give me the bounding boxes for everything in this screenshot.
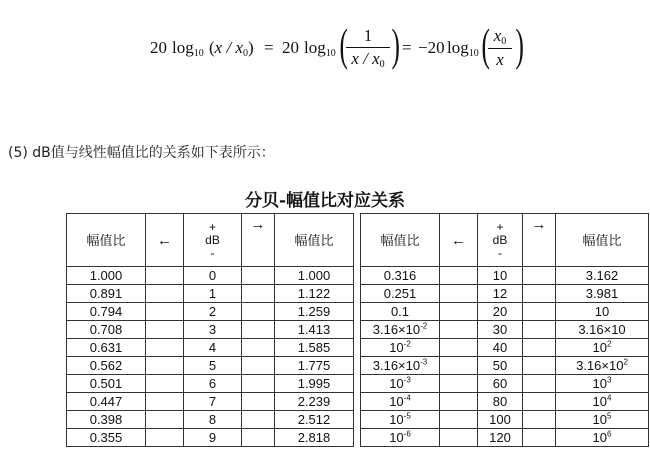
table-row — [67, 267, 649, 285]
table-separator — [354, 285, 361, 303]
formula-rhs-log: $\log_{10}$ — [447, 38, 479, 59]
amp-ratio-neg-cell: $10^{-3}$ — [361, 375, 440, 393]
db-value-cell: 1 — [184, 285, 242, 303]
amp-ratio-neg-cell: 0.891 — [67, 285, 146, 303]
db-value-cell: 4 — [184, 339, 242, 357]
db-value-cell: 40 — [478, 339, 523, 357]
table-row — [67, 393, 649, 411]
table-row — [67, 339, 649, 357]
amp-ratio-neg-cell: 0.501 — [67, 375, 146, 393]
amp-ratio-neg-cell: 0.447 — [67, 393, 146, 411]
arrow-spacer-cell — [523, 393, 556, 411]
table-separator — [354, 267, 361, 285]
arrow-spacer-cell — [146, 375, 184, 393]
arrow-spacer-cell — [146, 321, 184, 339]
right-arrow-icon: → — [242, 214, 275, 267]
arrow-spacer-cell — [523, 267, 556, 285]
arrow-spacer-cell — [440, 357, 478, 375]
arrow-spacer-cell — [440, 393, 478, 411]
arrow-spacer-cell — [523, 339, 556, 357]
db-value-cell: 3 — [184, 321, 242, 339]
arrow-spacer-cell — [242, 393, 275, 411]
header-db-left: + dB - — [184, 214, 242, 267]
table-separator — [354, 339, 361, 357]
table-header-row — [67, 214, 649, 267]
db-value-cell: 10 — [478, 267, 523, 285]
amp-ratio-neg-cell: $3.16\times 10^{-2}$ — [361, 321, 440, 339]
amp-ratio-neg-cell: $10^{-6}$ — [361, 429, 440, 447]
amp-ratio-pos-cell: $10^5$ — [556, 411, 649, 429]
amp-ratio-pos-cell: $10^4$ — [556, 393, 649, 411]
amp-ratio-pos-cell: $3.16\times 10^2$ — [556, 357, 649, 375]
amp-ratio-pos-cell: 3.162 — [556, 267, 649, 285]
formula-rhs-fraction: $\frac{x_0}{x}$ — [488, 26, 512, 70]
table-separator — [354, 214, 361, 267]
table-row — [67, 375, 649, 393]
header-amp-ratio-neg-left: 幅值比 — [67, 214, 146, 267]
formula-eq2: = — [402, 38, 412, 57]
amp-ratio-pos-cell: 1.775 — [275, 357, 354, 375]
table-row — [67, 303, 649, 321]
arrow-spacer-cell — [242, 321, 275, 339]
table-separator — [354, 393, 361, 411]
arrow-spacer-cell — [146, 267, 184, 285]
table-separator — [354, 321, 361, 339]
arrow-spacer-cell — [242, 411, 275, 429]
right-arrow-icon: → — [523, 214, 556, 267]
db-value-cell: 80 — [478, 393, 523, 411]
amp-ratio-pos-cell: 1.413 — [275, 321, 354, 339]
arrow-spacer-cell — [146, 393, 184, 411]
arrow-spacer-cell — [146, 357, 184, 375]
db-value-cell: 8 — [184, 411, 242, 429]
db-value-cell: 9 — [184, 429, 242, 447]
db-value-cell: 2 — [184, 303, 242, 321]
amp-ratio-neg-cell: 0.316 — [361, 267, 440, 285]
db-value-cell: 6 — [184, 375, 242, 393]
arrow-spacer-cell — [440, 375, 478, 393]
arrow-spacer-cell — [523, 357, 556, 375]
left-arrow-icon: ← — [146, 214, 184, 267]
db-value-cell: 0 — [184, 267, 242, 285]
arrow-spacer-cell — [242, 375, 275, 393]
db-value-cell: 12 — [478, 285, 523, 303]
arrow-spacer-cell — [440, 303, 478, 321]
formula-mid-rparen: ) — [391, 19, 400, 70]
arrow-spacer-cell — [440, 267, 478, 285]
formula-mid-fraction: $\frac{1}{x / x_0}$ — [346, 26, 390, 70]
table-separator — [354, 429, 361, 447]
formula-eq1: = — [264, 38, 274, 57]
arrow-spacer-cell — [242, 429, 275, 447]
amp-ratio-pos-cell: 2.818 — [275, 429, 354, 447]
table-separator — [354, 357, 361, 375]
arrow-spacer-cell — [242, 303, 275, 321]
amp-ratio-neg-cell: $10^{-2}$ — [361, 339, 440, 357]
arrow-spacer-cell — [242, 339, 275, 357]
formula-lhs-coef: 20 — [150, 38, 167, 57]
amp-ratio-neg-cell: 0.794 — [67, 303, 146, 321]
amp-ratio-neg-cell: 1.000 — [67, 267, 146, 285]
table-caption: 分贝-幅值比对应关系 — [244, 191, 406, 211]
arrow-spacer-cell — [146, 339, 184, 357]
table-separator — [354, 411, 361, 429]
table-row — [67, 357, 649, 375]
watermark — [402, 412, 634, 442]
amp-ratio-pos-cell: 1.000 — [275, 267, 354, 285]
amp-ratio-neg-cell: $10^{-4}$ — [361, 393, 440, 411]
amp-ratio-pos-cell: 1.122 — [275, 285, 354, 303]
formula-rhs-lparen: ( — [481, 19, 490, 70]
arrow-spacer-cell — [523, 285, 556, 303]
arrow-spacer-cell — [242, 267, 275, 285]
amp-ratio-pos-cell: 10 — [556, 303, 649, 321]
formula — [150, 19, 530, 82]
formula-mid-coef: 20 — [282, 38, 299, 57]
db-value-cell: 50 — [478, 357, 523, 375]
formula-mid-lparen: ( — [339, 19, 348, 70]
arrow-spacer-cell — [440, 321, 478, 339]
arrow-spacer-cell — [242, 285, 275, 303]
amp-ratio-pos-cell: 1.585 — [275, 339, 354, 357]
table-separator — [354, 375, 361, 393]
arrow-spacer-cell — [146, 285, 184, 303]
amp-ratio-pos-cell: 2.239 — [275, 393, 354, 411]
formula-lhs-log: $\log_{10}$ — [172, 38, 204, 59]
table-separator — [354, 303, 361, 321]
db-value-cell: 60 — [478, 375, 523, 393]
header-db-right: + dB - — [478, 214, 523, 267]
db-value-cell: 5 — [184, 357, 242, 375]
amp-ratio-pos-cell: 3.16×10 — [556, 321, 649, 339]
amp-ratio-neg-cell: $10^{-5}$ — [361, 411, 440, 429]
amp-ratio-neg-cell: 0.1 — [361, 303, 440, 321]
formula-rhs-rparen: ) — [515, 19, 524, 70]
arrow-spacer-cell — [523, 303, 556, 321]
intro-text: (5) dB值与线性幅值比的关系如下表所示： — [8, 145, 275, 161]
formula-lhs-arg: $(x / x_0)$ — [209, 38, 254, 59]
table-row — [67, 321, 649, 339]
amp-ratio-neg-cell: 0.562 — [67, 357, 146, 375]
formula-mid-log: $\log_{10}$ — [304, 38, 336, 59]
arrow-spacer-cell — [146, 303, 184, 321]
amp-ratio-neg-cell: 0.708 — [67, 321, 146, 339]
amp-ratio-neg-cell: 0.398 — [67, 411, 146, 429]
amp-ratio-pos-cell: 2.512 — [275, 411, 354, 429]
amp-ratio-pos-cell: $10^6$ — [556, 429, 649, 447]
header-amp-ratio-pos-left: 幅值比 — [275, 214, 354, 267]
arrow-spacer-cell — [523, 321, 556, 339]
arrow-spacer-cell — [242, 357, 275, 375]
db-value-cell: 120 — [478, 429, 523, 447]
arrow-spacer-cell — [146, 411, 184, 429]
header-amp-ratio-pos-right: 幅值比 — [556, 214, 649, 267]
arrow-spacer-cell — [440, 285, 478, 303]
amp-ratio-pos-cell: 3.981 — [556, 285, 649, 303]
arrow-spacer-cell — [523, 375, 556, 393]
formula-rhs-coef: −20 — [418, 38, 445, 57]
db-value-cell: 7 — [184, 393, 242, 411]
amp-ratio-pos-cell: 1.995 — [275, 375, 354, 393]
db-value-cell: 20 — [478, 303, 523, 321]
left-arrow-icon: ← — [440, 214, 478, 267]
amp-ratio-pos-cell: 1.259 — [275, 303, 354, 321]
db-value-cell: 30 — [478, 321, 523, 339]
amp-ratio-neg-cell: 0.631 — [67, 339, 146, 357]
amp-ratio-pos-cell: $10^3$ — [556, 375, 649, 393]
amp-ratio-neg-cell: 0.251 — [361, 285, 440, 303]
table-row — [67, 285, 649, 303]
amp-ratio-neg-cell: $3.16\times 10^{-3}$ — [361, 357, 440, 375]
db-value-cell: 100 — [478, 411, 523, 429]
amp-ratio-neg-cell: 0.355 — [67, 429, 146, 447]
arrow-spacer-cell — [440, 339, 478, 357]
header-amp-ratio-neg-right: 幅值比 — [361, 214, 440, 267]
arrow-spacer-cell — [146, 429, 184, 447]
amp-ratio-pos-cell: $10^2$ — [556, 339, 649, 357]
